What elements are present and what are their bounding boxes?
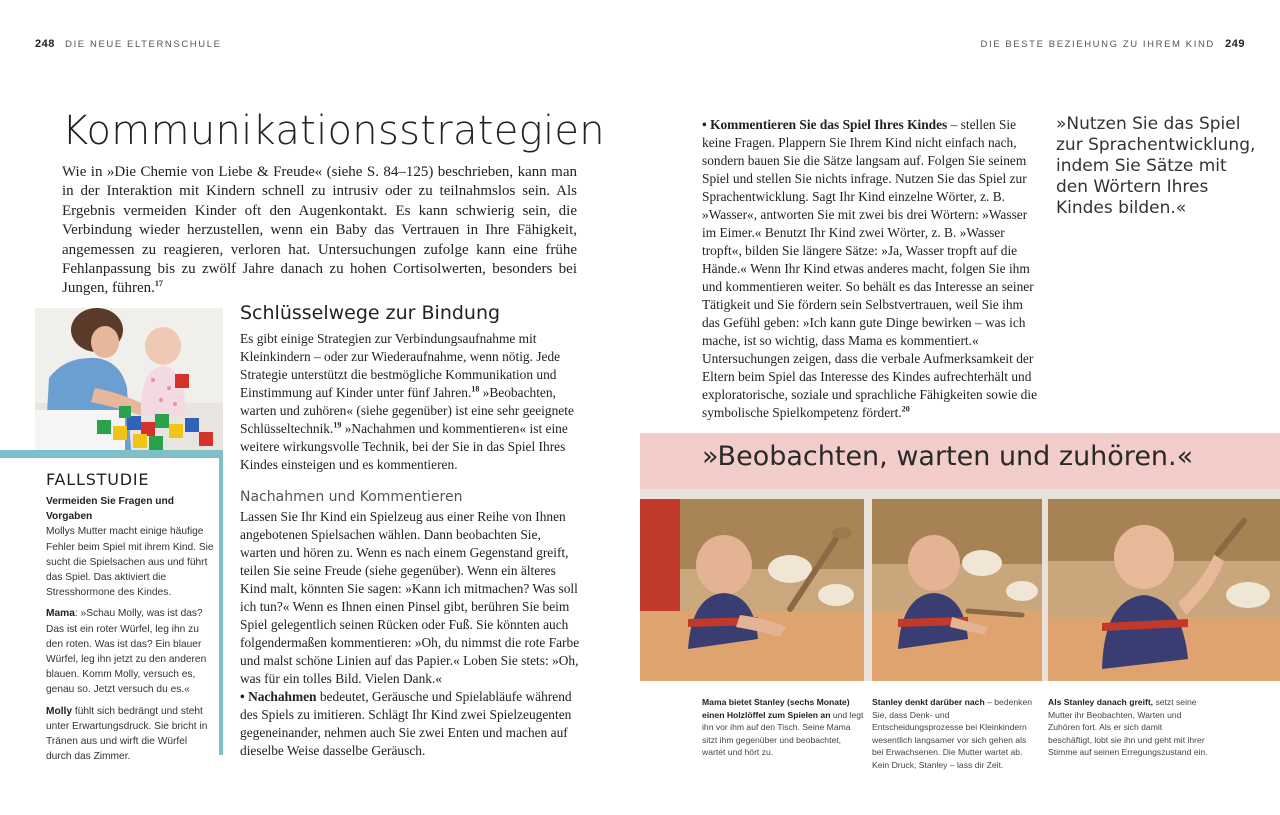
caption-2-lead: Stanley denkt darüber nach [872,697,985,707]
footnote-ref: 17 [154,279,163,289]
page-title: Kommunikationsstrategien [62,108,605,154]
pull-quote: »Nutzen Sie das Spiel zur Sprachentwicklung, indem Sie Sätze mit den Wörtern Ihres Kindes bilden.« [1056,114,1256,218]
bullet: • [240,689,245,704]
section-heading: Schlüsselwege zur Bindung [240,302,501,324]
photo-illustration [35,308,223,450]
banner-quote-text: »Beobachten, warten und zuhören.« [702,441,1194,472]
footnote-ref: 19 [333,420,342,430]
right-running-header [981,38,1246,50]
section-p1-part-c: »Nachahmen und kommentieren« ist eine weitere wirkungsvolle Technik, bei der Sie in das Spiel Ihres Kindes einsteigen und es kommentieren. [240,421,568,472]
intro-paragraph [62,163,577,299]
case-study-molly-label: Molly [46,705,73,717]
section-body [240,330,580,760]
bullet: • [702,117,707,132]
photo-illustration [1048,499,1280,681]
caption-2 [872,696,1040,772]
section-paragraph-3 [240,688,580,760]
section-p3-text: bedeutet, Geräusche und Spielabläufe während des Spiels zu imitieren. Schlägt Ihr Kind zwei Spielzeugenten gegeneinander, nehmen auch Sie zwei Enten und machen auf dieselbe Weise dasselbe Geräusch. [240,689,572,758]
right-running-title: DIE BESTE BEZIEHUNG ZU IHREM KIND [980,39,1215,50]
left-page-number: 248 [35,38,55,50]
photo-baby-3 [1048,499,1280,681]
case-study-heading: FALLSTUDIE [46,470,150,489]
case-study-top-rule [0,450,223,458]
case-study-paragraph-1: Mollys Mutter macht einige häufige Fehler beim Spiel mit ihrem Kind. Sie sucht die Spielsachen aus und führt das Spiel. Das aktiviert die Stresshormone des Kindes. [46,526,214,599]
caption-1 [702,696,866,759]
case-study-mama-text: : »Schau Molly, was ist das? Das ist ein roter Würfel, leg ihn zu den roten. Was ist das? Ein blauer Würfel, leg ihn jetzt zu den anderen blauen. Komm Molly, versuch es, genau so. Jetzt versuch du es.« [46,608,207,696]
footnote-ref: 20 [901,404,910,414]
photo-baby-2 [872,499,1042,681]
photo-illustration [640,499,864,681]
footnote-ref: 18 [471,384,480,394]
photo-mother-baby-blocks [35,308,223,450]
photo-illustration [872,499,1042,681]
right-column-lead: Kommentieren Sie das Spiel Ihres Kindes [710,117,948,132]
photo-baby-1 [640,499,864,681]
section-p3-lead: Nachahmen [248,689,317,704]
case-study-mama-label: Mama [46,608,75,620]
section-paragraph-2: Lassen Sie Ihr Kind ein Spielzeug aus einer Reihe von Ihnen angebotenen Spielsachen wählen. Dann beobachten Sie, warten und hören zu. Wenn es nach einem Gegenstand greift, teilen Sie seine Freude (siehe gegenüber). Wenn ein älteres Kind malt, könnten Sie sagen: »Kann ich mitmachen? Was soll ich tun?« Wenn es Ihnen einen Pinsel gibt, berühren Sie beim Spiel gelegentlich seinen Rücken oder Fuß. Sie könnten auch folgendermaßen kommentieren: »Oh, du nimmst die rote Farbe und malst schöne Linien auf das Papier.« Loben Sie stets: »Oh, was für ein tolles Bild. Vielen Dank.« [240,509,580,686]
section-p1-part-b: »Beobachten, warten und zuhören« (siehe gegenüber) ist eine sehr geeignete Schlüsseltechnik. [240,385,574,436]
case-study-molly-text: fühlt sich bedrängt und steht unter Erwartungsdruck. Sie bricht in Tränen aus und wirft die Würfel durch das Zimmer. [46,705,208,763]
intro-text: Wie in »Die Chemie von Liebe & Freude« (siehe S. 84–125) beschrieben, kann man in der Interaktion mit Kindern schnell zu intrusiv oder zu teilnahmslos sein. Als Ergebnis vermeiden Kinder oft den Augenkontakt. Es kann schwierig sein, die Verbindung wieder herzustellen, wenn ein Baby das Vertrauen in Ihre Fähigkeit, angemessen zu reagieren, verloren hat. Untersuchungen zufolge kann eine frühe Fehlanpassung bis zu zwölf Jahre danach zu hohen Cortisolwerten, besonders bei Jungen, führen. [62,164,577,297]
caption-2-text: – bedenken Sie, dass Denk- und Entscheidungsprozesse bei Kleinkindern wesentlich langsamer vor sich gehen als bei Erwachsenen. Die Mutter wartet ab. Kein Druck, Stanley – lass dir Zeit. [872,697,1033,770]
section-paragraph-1 [240,330,580,474]
left-running-header [35,38,222,50]
case-study-text [46,494,214,770]
section-subheading: Nachahmen und Kommentieren [240,489,463,505]
right-column-body [702,116,1042,422]
left-running-title: DIE NEUE ELTERNSCHULE [65,39,222,50]
case-study-paragraph-2 [46,606,214,697]
right-column-text: – stellen Sie keine Fragen. Plappern Sie Ihrem Kind nicht einfach nach, sondern bauen Sie die Sätze langsam auf. Folgen Sie seinem Spiel und stellen Sie nichts infrage. Nutzen Sie das Spiel zur Sprachentwicklung. Sagt Ihr Kind einzelne Wörter, z. B. »Wasser«, antworten Sie mit zwei bis drei Wörtern: »Wasser im Eimer.« Benutzt Ihr Kind zwei Wörter, z. B. »Wasser tropft«, bilden Sie längere Sätze: »Ja, Wasser tropft auf die Hände.« Wenn Ihr Kind etwas anderes macht, folgen Sie ihm und kommentieren weiter. So behält es das Interesse an seiner Tätigkeit und Sie fördern sein Selbstvertrauen, weil Sie ihm das Gefühl geben: »Ich kann gute Dinge bewirken – was ich mache, ist so wichtig, dass Mama es kommentiert.« Untersuchungen zeigen, dass die verbale Aufmerksamkeit der Eltern beim Spiel das Interesse des Kindes aufrechterhält und exploratorische, soziale und sprachliche Fähigkeiten sowie die symbolische Spielkompetenz fördert. [702,117,1038,420]
case-study-side-rule [219,458,223,755]
caption-1-lead: Mama bietet Stanley (sechs Monate) einen Holzlöffel zum Spielen an [702,697,850,720]
case-study-subheading: Vermeiden Sie Fragen und Vorgaben [46,496,174,523]
section-p1-part-a: Es gibt einige Strategien zur Verbindungsaufnahme mit Kleinkindern – oder zur Wiederaufnahme, wenn nötig. Jede Strategie unterstützt die bestmögliche Kommunikation und Einstimmung auf Kinder unter fünf Jahren. [240,331,561,400]
right-page-number: 249 [1225,38,1245,50]
caption-3-text: setzt seine Mutter ihr Beobachten, Warten und Zuhören fort. Als er sich damit beschäftigt, lobt sie ihn und geht mit ihrer Stimme auf seinen Erregungszustand ein. [1048,697,1208,758]
caption-3 [1048,696,1208,759]
case-study-paragraph-3 [46,704,214,765]
caption-3-lead: Als Stanley danach greift, [1048,697,1154,707]
caption-1-text: und legt ihn vor ihm auf den Tisch. Seine Mama sitzt ihm gegenüber und beobachtet, wartet und hört zu. [702,709,864,758]
